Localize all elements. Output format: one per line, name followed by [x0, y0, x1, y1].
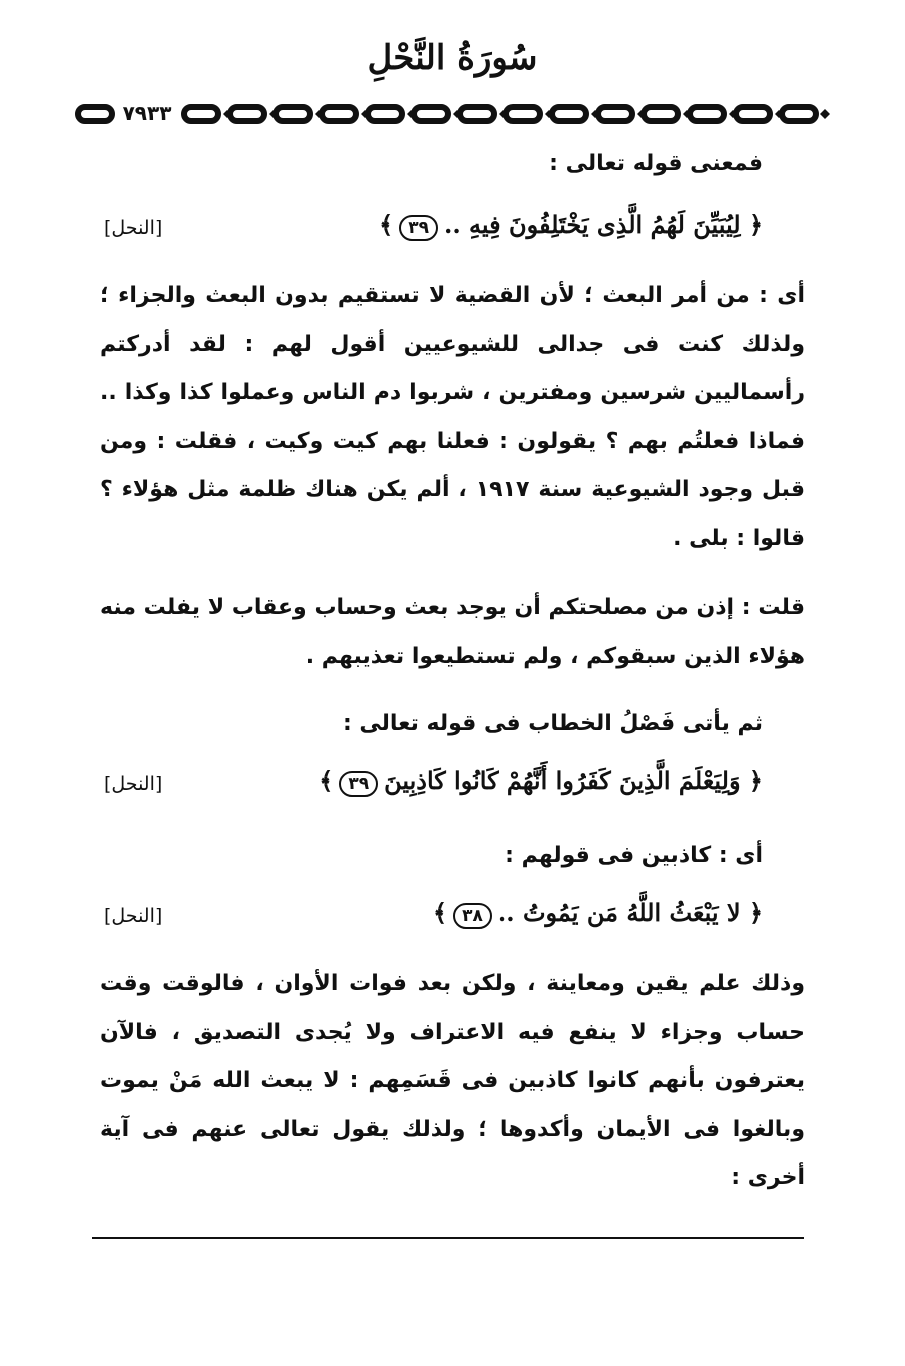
ornament-chain-icon [74, 99, 834, 129]
surah-reference: [النحل] [104, 217, 163, 239]
verse-text: ﴿ لِيُبَيِّنَ لَهُمُ الَّذِى يَخْتَلِفُونَ فِيهِ .. [443, 210, 763, 239]
surah-reference: [النحل] [104, 905, 163, 927]
paragraph-2: قلت : إذن من مصلحتكم أن يوجد بعث وحساب وعقاب لا يفلت منه هؤلاء الذين سبقوكم ، ولم تستطيعوا تعذيبهم . [100, 595, 805, 669]
quran-verse-3 [433, 898, 763, 929]
surah-reference: [النحل] [104, 773, 163, 795]
quran-verse-1 [379, 210, 763, 241]
page-number: ٧٩٣٣ [117, 98, 177, 128]
verse-close-bracket: ﴾ [319, 766, 334, 795]
paragraph-3: وذلك علم يقين ومعاينة ، ولكن بعد فوات الأوان ، فالوقت وقت حساب وجزاء لا ينفع فيه الاعتراف ولا يُجدى التصديق ، فالآن يعترفون بأنهم كانوا كاذبين فى قَسَمِهم : لا يبعث الله مَنْ يموت وبالغوا فى الأيمان وأكدوها ؛ ولذلك يقول تعالى عنهم فى آية أخرى : [100, 971, 805, 1190]
surah-title: سُورَةُ النَّحْلِ [367, 38, 538, 78]
paragraph-1: أى : من أمر البعث ؛ لأن القضية لا تستقيم بدون البعث والجزاء ؛ ولذلك كنت فى جدالى للشيوعيين أقول لهم : لقد أدركتم رأسماليين شرسين ومفترين ، شربوا دم الناس وعملوا كذا وكذا .. فماذا فعلتُم بهم ؟ يقولون : فعلنا بهم كيت وكيت ، فقلت : ومن قبل وجود الشيوعية سنة ١٩١٧ ، ألم يكن هناك ظلمة مثل هؤلاء ؟ قالوا : بلى . [100, 283, 806, 551]
intro-line-3: أى : كاذبين فى قولهم : [505, 843, 763, 868]
intro-line-1: فمعنى قوله تعالى : [549, 151, 763, 176]
verse-text: ﴿ لا يَبْعَثُ اللَّهُ مَن يَمُوتُ .. [497, 898, 763, 927]
intro-line-2: ثم يأتى فَصْلُ الخطاب فى قوله تعالى : [342, 711, 763, 736]
footer-rule [92, 1237, 804, 1239]
verse-close-bracket: ﴾ [433, 898, 448, 927]
verse-text: ﴿ وَلِيَعْلَمَ الَّذِينَ كَفَرُوا أَنَّهُمْ كَانُوا كَاذِبِينَ [384, 766, 763, 795]
verse-close-bracket: ﴾ [379, 210, 394, 239]
ornamental-border [74, 99, 834, 129]
ayah-number: ٣٨ [453, 903, 492, 929]
ayah-number: ٣٩ [399, 215, 438, 241]
quran-verse-2 [319, 766, 763, 797]
ayah-number: ٣٩ [339, 771, 378, 797]
